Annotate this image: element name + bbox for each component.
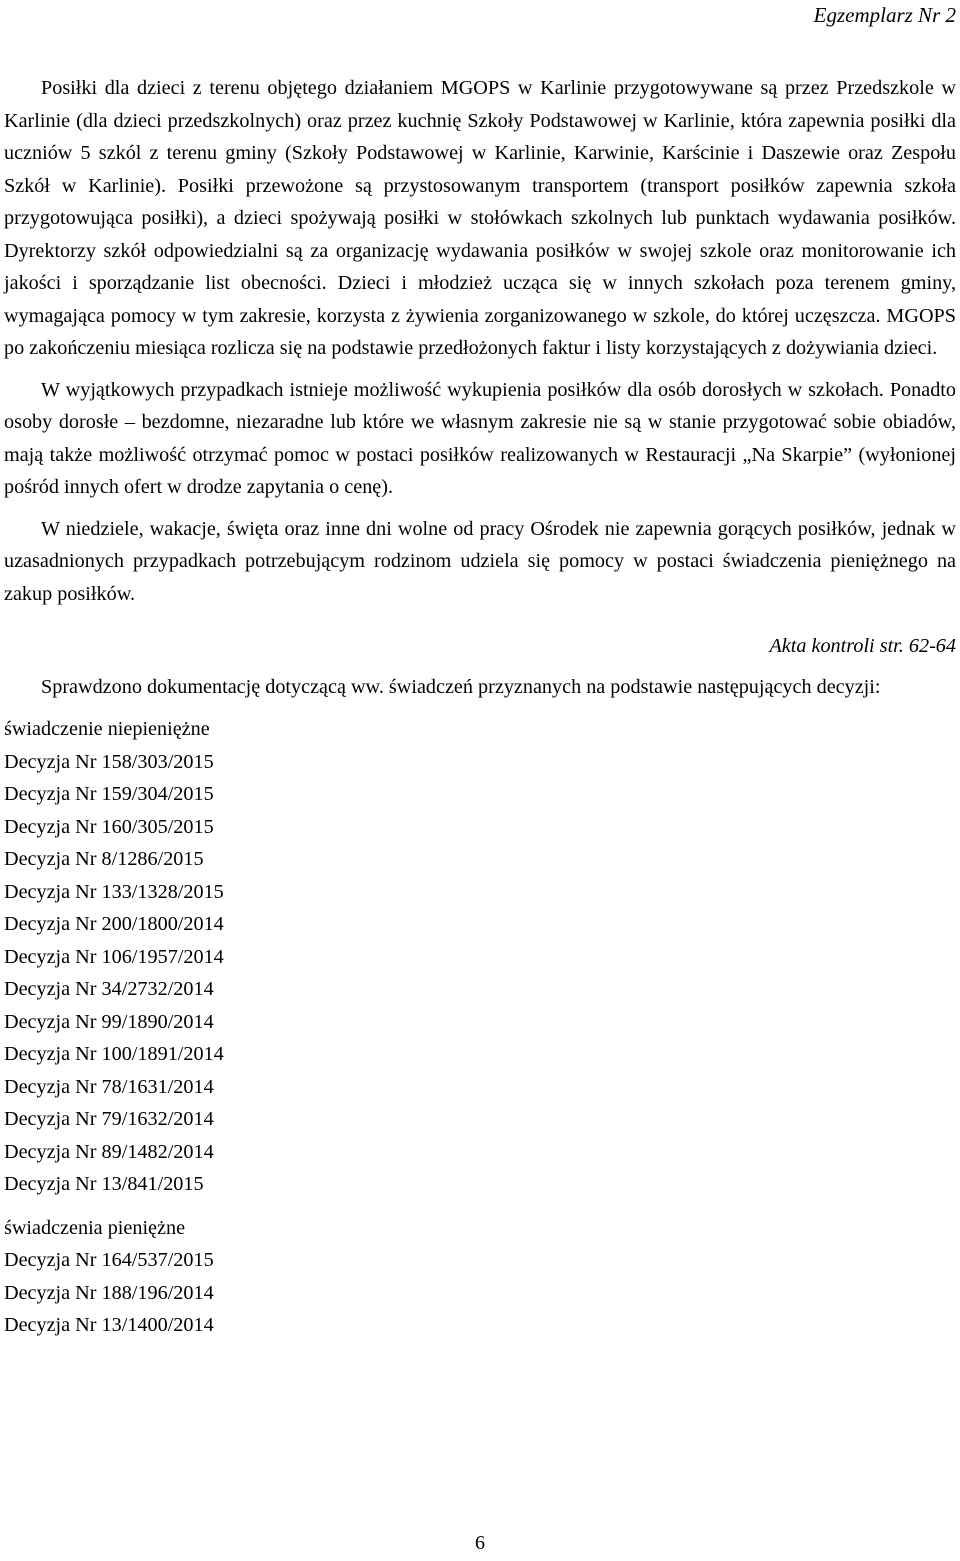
paragraph-meals-organization: Posiłki dla dzieci z terenu objętego działaniem MGOPS w Karlinie przygotowywane są przez Przedszkole w Karlinie (dla dzieci przedszkolnych) oraz przez kuchnię Szkoły Podstawowej w Karlinie, która zapewnia posiłki dla uczniów 5 szkól z terenu gminy (Szkoły Podstawowej w Karlinie, Karwinie, Karścinie i Daszewie oraz Zespołu Szkół w Karlinie). Posiłki przewożone są przystosowanym transportem (transport posiłków zapewnia szkoła przygotowująca posiłki), a dzieci spożywają posiłki w stołówkach szkolnych lub punktach wydawania posiłków. Dyrektorzy szkół odpowiedzialni są za organizację wydawania posiłków w swojej szkole oraz monitorowanie ich jakości i sporządzanie list obecności. Dzieci i młodzież ucząca się w innych szkołach poza terenem gminy, wymagająca pomocy w tym zakresie, korzysta z żywienia zorganizowanego w szkole, do której uczęszcza. MGOPS po zakończeniu miesiąca rozlicza się na podstawie przedłożonych faktur i listy korzystających z dożywiania dzieci. [4,77,956,359]
decision-item: Decyzja Nr 159/304/2015 [4,783,214,805]
decision-item: Decyzja Nr 79/1632/2014 [4,1108,214,1130]
section-monetary [4,1212,956,1342]
decision-item: Decyzja Nr 160/305/2015 [4,815,214,838]
decision-item: Decyzja Nr 99/1890/2014 [4,1010,214,1033]
decision-item: Decyzja Nr 78/1631/2014 [4,1075,214,1098]
decision-item: Decyzja Nr 133/1328/2015 [4,880,224,903]
paragraph-adult-meals: W wyjątkowych przypadkach istnieje możliwość wykupienia posiłków dla osób dorosłych w szkołach. Ponadto osoby dorosłe – bezdomne, niezaradne lub które we własnym zakresie nie są w stanie przygotować sobie obiadów, mają także możliwość otrzymać pomoc w postaci posiłków realizowanych w Restauracji „Na Skarpie” (wyłonionej pośród innych ofert w drodze zapytania o cenę). [4,378,956,498]
decision-item: Decyzja Nr 89/1482/2014 [4,1140,214,1163]
decision-item: Decyzja Nr 13/1400/2014 [4,1314,214,1336]
decision-item: Decyzja Nr 200/1800/2014 [4,913,224,935]
page-number: 6 [475,1532,485,1554]
decision-item: Decyzja Nr 164/537/2015 [4,1249,214,1271]
acta-reference: Akta kontroli str. 62-64 [769,635,956,657]
decision-item: Decyzja Nr 100/1891/2014 [4,1043,224,1065]
decision-item: Decyzja Nr 188/196/2014 [4,1281,214,1304]
decision-item: Decyzja Nr 13/841/2015 [4,1173,204,1195]
decision-item: Decyzja Nr 8/1286/2015 [4,848,204,870]
verification-intro: Sprawdzono dokumentację dotyczącą ww. świadczeń przyznanych na podstawie następujących decyzji: [41,675,881,698]
section-non-monetary [4,713,956,1201]
document-body [4,72,956,1342]
decision-item: Decyzja Nr 106/1957/2014 [4,945,224,968]
decision-item: Decyzja Nr 34/2732/2014 [4,978,214,1000]
decision-list [4,1244,956,1342]
section-title: świadczenia pieniężne [4,1216,186,1239]
decision-list [4,746,956,1201]
section-title: świadczenie niepieniężne [4,718,210,740]
copy-label: Egzemplarz Nr 2 [813,3,956,27]
paragraph-days-off: W niedziele, wakacje, święta oraz inne dni wolne od pracy Ośrodek nie zapewnia gorących posiłków, jednak w uzasadnionych przypadkach potrzebującym rodzinom udziela się pomocy w postaci świadczenia pieniężnego na zakup posiłków. [4,517,956,605]
decision-item: Decyzja Nr 158/303/2015 [4,750,214,773]
